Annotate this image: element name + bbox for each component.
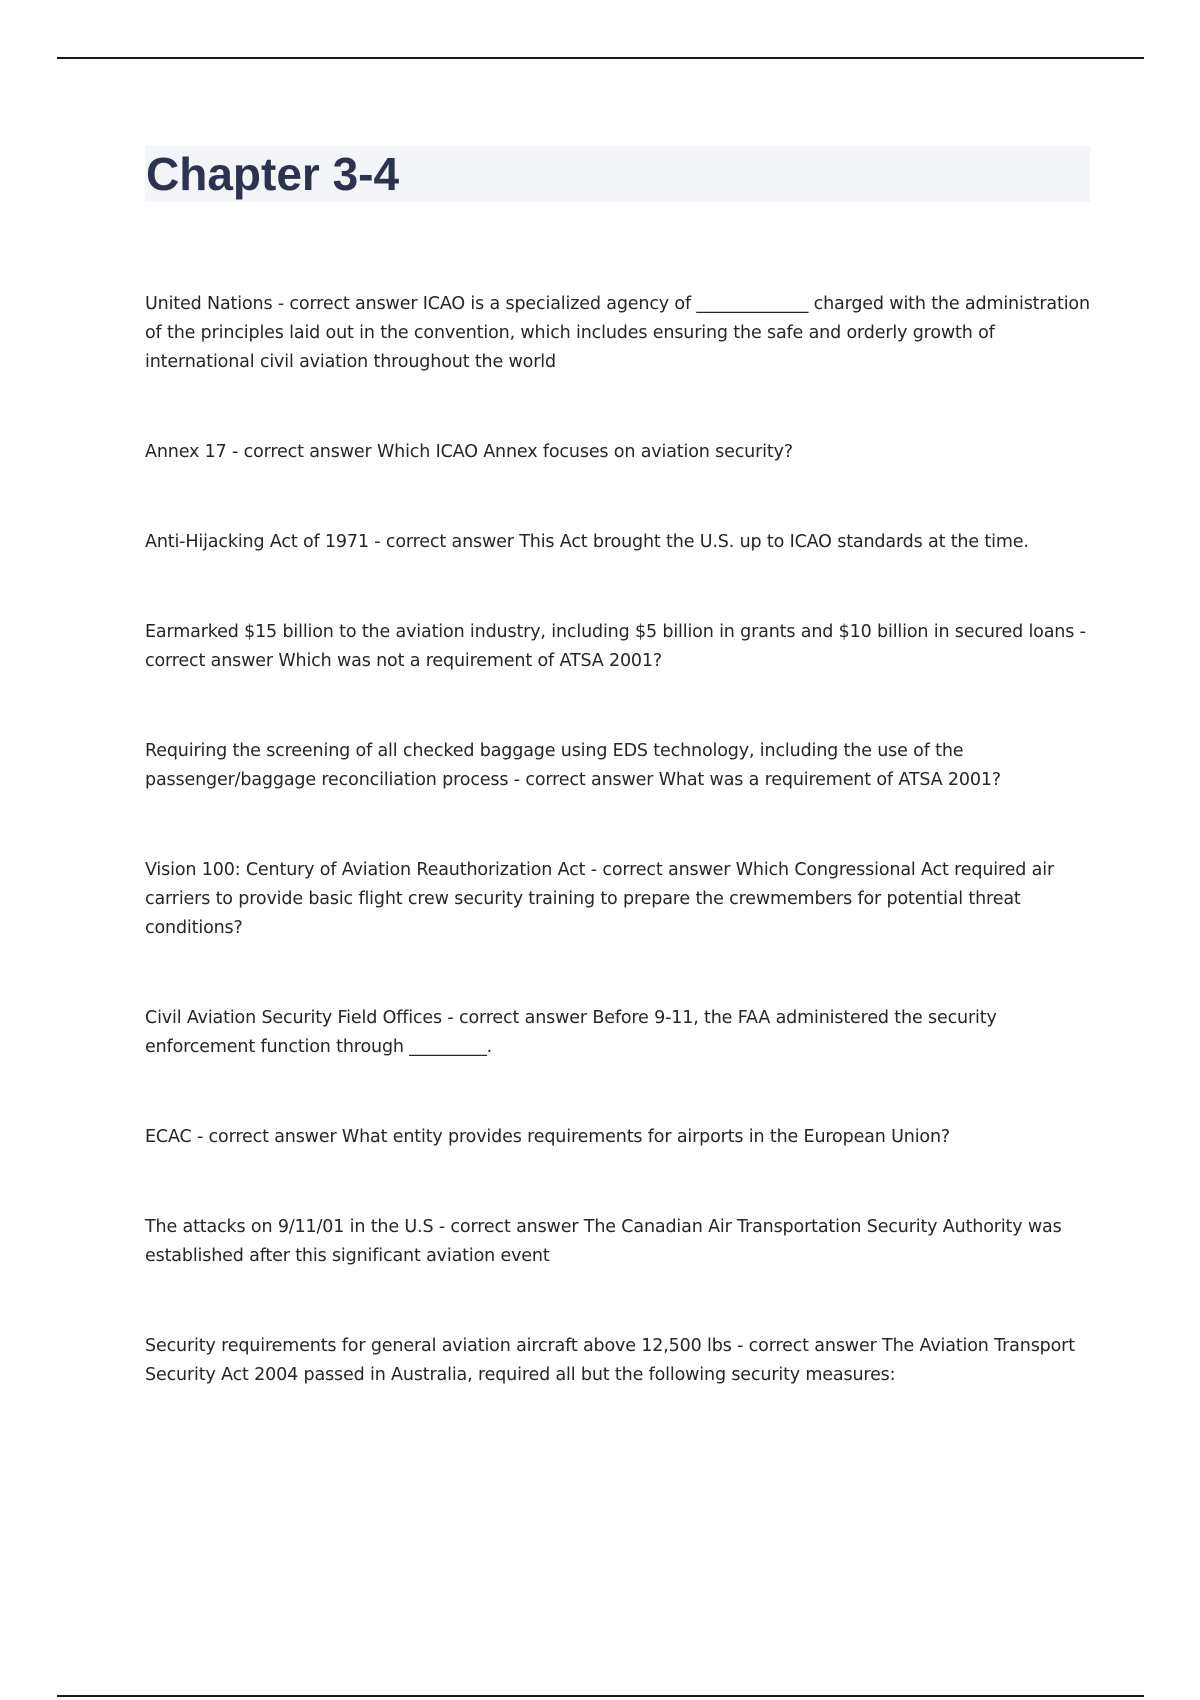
qa-separator: - correct answer [442,1008,593,1028]
qa-item-6 [145,856,1090,943]
page-title: Chapter 3-4 [146,148,400,200]
qa-item-5 [145,737,1090,795]
qa-question: The Aviation Transport Security Act 2004 passed in Australia, required all but the following security measures: [145,1336,1075,1385]
qa-list [145,290,1090,1390]
top-rule [57,57,1144,59]
qa-answer: Requiring the screening of all checked baggage using EDS technology, including the use of the passenger/baggage reconciliation process [145,741,964,790]
qa-item-10 [145,1332,1090,1390]
qa-question: The Canadian Air Transportation Security Authority was established after this significant aviation event [145,1217,1062,1266]
qa-answer: Civil Aviation Security Field Offices [145,1008,442,1028]
qa-item-4 [145,618,1090,676]
qa-item-9 [145,1213,1090,1271]
qa-item-8 [145,1123,1090,1152]
qa-answer: Anti-Hijacking Act of 1971 [145,532,369,552]
bottom-rule [57,1695,1144,1697]
qa-question: Which Congressional Act required air carriers to provide basic flight crew security training to prepare the crewmembers for potential threat conditions? [145,860,1054,938]
qa-answer: Vision 100: Century of Aviation Reauthorization Act [145,860,586,880]
qa-question: Which was not a requirement of ATSA 2001? [278,651,663,671]
qa-item-7 [145,1004,1090,1062]
qa-separator: - correct answer [508,770,659,790]
qa-question: This Act brought the U.S. up to ICAO standards at the time. [519,532,1029,552]
qa-separator: - correct answer [226,442,377,462]
qa-question: Which ICAO Annex focuses on aviation security? [376,442,793,462]
qa-answer: Earmarked $15 billion to the aviation industry, including $5 billion in grants and $10 billion in secured loans [145,622,1075,642]
qa-separator: - correct answer [731,1336,883,1356]
qa-item-2 [145,438,1090,467]
qa-answer: The attacks on 9/11/01 in the U.S [145,1217,434,1237]
qa-separator: - correct answer [272,294,423,314]
qa-question: ICAO is a specialized agency of _____________ charged with the administration of the principles laid out in the convention, which includes ensuring the safe and orderly growth of international civil aviation throughout the world [145,294,1090,372]
qa-separator: - correct answer [433,1217,584,1237]
qa-answer: Security requirements for general aviation aircraft above 12,500 lbs [145,1336,732,1356]
qa-separator: - correct answer [145,622,1086,671]
qa-answer: ECAC [145,1127,192,1147]
qa-separator: - correct answer [191,1127,342,1147]
qa-question: What entity provides requirements for airports in the European Union? [341,1127,951,1147]
qa-answer: Annex 17 [145,442,227,462]
qa-question: What was a requirement of ATSA 2001? [658,770,1001,790]
qa-separator: - correct answer [585,860,736,880]
qa-item-1 [145,290,1090,377]
qa-answer: United Nations [145,294,273,314]
qa-separator: - correct answer [368,532,520,552]
qa-question: Before 9-11, the FAA administered the security enforcement function through _________. [145,1008,997,1057]
qa-item-3 [145,528,1090,557]
